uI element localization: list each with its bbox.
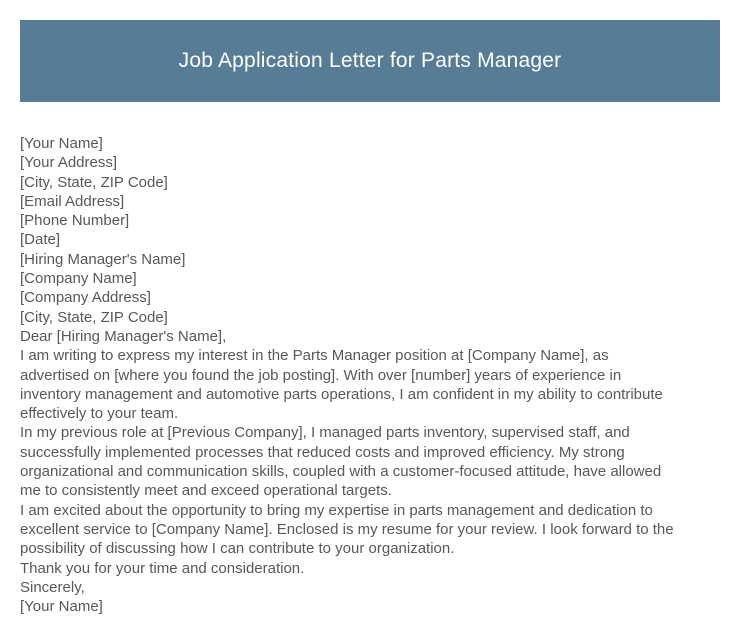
letter-line: advertised on [where you found the job posting]. With over [number] years of experience in: [20, 366, 622, 384]
letter-line: Thank you for your time and consideration.: [20, 559, 305, 577]
letter-line: [Email Address]: [20, 192, 125, 210]
letter-line: [Company Address]: [20, 289, 151, 307]
page-title: Job Application Letter for Parts Manager: [178, 49, 562, 72]
letter-line: [Your Name]: [20, 598, 103, 616]
letter-line: In my previous role at [Previous Company], I managed parts inventory, supervised staff, and: [20, 424, 630, 442]
letter-body: [20, 134, 732, 616]
letter-line: [Company Name]: [20, 270, 137, 288]
letter-line: me to consistently meet and exceed operational targets.: [20, 482, 392, 500]
letter-line: [Date]: [20, 231, 61, 249]
letter-line: [Your Name]: [20, 135, 103, 152]
letter-line: I am excited about the opportunity to bring my expertise in parts management and dedication to: [20, 501, 653, 519]
letter-line: [City, State, ZIP Code]: [20, 173, 168, 191]
letter-line: excellent service to [Company Name]. Enclosed is my resume for your review. I look forward to the: [20, 520, 674, 538]
letter-line: possibility of discussing how I can contribute to your organization.: [20, 540, 455, 558]
letter-line: effectively to your team.: [20, 405, 179, 423]
letter-line: [Hiring Manager's Name]: [20, 250, 186, 268]
letter-line: [Phone Number]: [20, 212, 130, 230]
header-banner: [20, 20, 720, 102]
letter-line: inventory management and automotive parts operations, I am confident in my ability to contribute: [20, 385, 663, 403]
letter-line: organizational and communication skills, coupled with a customer-focused attitude, have allowed: [20, 463, 662, 481]
letter-line: [Your Address]: [20, 154, 118, 172]
letter-line: successfully implemented processes that reduced costs and improved efficiency. My strong: [20, 443, 625, 461]
letter-line: [City, State, ZIP Code]: [20, 308, 168, 326]
letter-line: I am writing to express my interest in the Parts Manager position at [Company Name], as: [20, 347, 609, 365]
letter-line: Sincerely,: [20, 578, 85, 596]
letter-line: Dear [Hiring Manager's Name],: [20, 327, 227, 345]
